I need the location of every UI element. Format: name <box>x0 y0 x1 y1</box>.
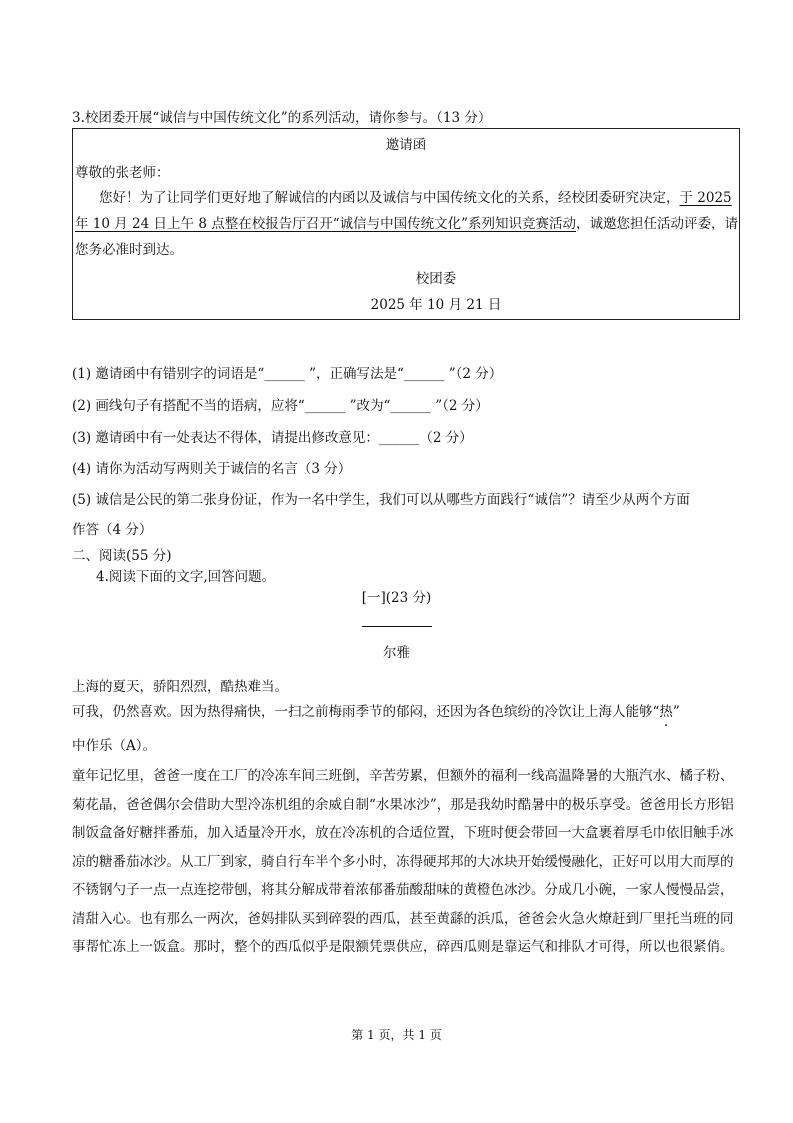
letter-body-plain: 您好！为了让同学们更好地了解诚信的内函以及诚信与中国传统文化的关系，经校团委研究决定， <box>99 190 680 206</box>
section-2-heading: 二、阅读(55 分) <box>72 548 172 564</box>
letter-title: 邀请函 <box>385 137 427 153</box>
subquestion-1: (1) 邀请函中有错别字的词语是“______ ”，正确写法是“______ ”（2 分） <box>72 366 503 382</box>
subquestion-3: (3) 邀请函中有一处表达不得体，请提出修改意见：______（2 分） <box>72 430 473 446</box>
letter-body-end: ，诚邀您担任活动评委，请您务必准时到达。 <box>75 216 738 258</box>
subquestion-2: (2) 画线句子有搭配不当的语病，应将“______ ”改为“______ ”（2 分） <box>72 398 489 414</box>
letter-body <box>75 185 739 263</box>
letter-underlined-sentence: 于 2025 年 10 月 24 日上午 8 点整在校报告厅召开“诚信与中国传统文化”系列知识竞赛活动 <box>75 190 732 232</box>
invitation-letter-box <box>72 128 740 320</box>
passage-line-2 <box>72 700 680 720</box>
question-3-prompt: 3.校团委开展“诚信与中国传统文化”的系列活动，请你参与。（13 分） <box>72 110 492 126</box>
subquestion-5: (5) 诚信是公民的第二张身份证，作为一名中学生，我们可以从哪些方面践行“诚信”？请至少从两个方面 <box>72 492 690 508</box>
author-name: 尔雅 <box>383 645 410 661</box>
subquestion-4: (4) 请你为活动写两则关于诚信的名言（3 分） <box>72 461 352 477</box>
passage-paragraph: 童年记忆里，爸爸一度在工厂的冷冻车间三班倒，辛苦劳累，但额外的福利一线高温降暑的大瓶汽水、橘子粉、菊花晶，爸爸偶尔会借助大型冷冻机组的余威自制“水果冰沙”，那是我幼时酷暑中的极乐享受。爸爸用长方形铝制饭盒备好糖拌番茄，加入适量冷开水，放在冷冻机的合适位置，下班时便会带回一大盒裹着厚毛巾依旧触手冰凉的糖番茄冰沙。从工厂到家，骑自行车半个多小时，冻得硬邦邦的大冰块开始缓慢融化，正好可以用大而厚的不锈钢勺子一点一点连挖带刨，将其分解成带着浓郁番茄酸甜味的黄橙色冰沙。分成几小碗，一家人慢慢品尝，清甜入心。也有那么一两次，爸妈排队买到碎裂的西瓜，甚至黄繇的浜瓜，爸爸会火急火燎赶到厂里托当班的同事帮忙冻上一饭盒。那时，整个的西瓜似乎是限额凭票供应，碎西瓜则是靠运气和排队才可得，所以也很紧俏。 <box>72 768 734 955</box>
question-4-prompt: 4.阅读下面的文字,回答问题。 <box>96 569 276 585</box>
letter-date: 2025 年 10 月 21 日 <box>370 297 502 313</box>
part-label: [一](23 分) <box>361 590 432 606</box>
passage-line-2-text: 可我，仍然喜欢。因为热得痛快，一扫之前梅雨季节的郁闷，还因为各色缤纷的冷饮让上海人能够“ <box>72 704 660 720</box>
passage-line-3: 中作乐（A）。 <box>72 738 156 754</box>
passage-line-1: 上海的夏天，骄阳烈烈，酷热难当。 <box>72 679 288 695</box>
emphasized-char: 热 <box>659 704 673 720</box>
page-footer: 第 1 页，共 1 页 <box>351 1028 442 1042</box>
subquestion-5-continued: 作答（4 分） <box>72 522 153 538</box>
letter-greeting: 尊敬的张老师： <box>75 165 170 181</box>
letter-sender: 校团委 <box>415 271 457 287</box>
closing-quote: ” <box>672 704 680 720</box>
title-blank-line <box>362 626 432 627</box>
